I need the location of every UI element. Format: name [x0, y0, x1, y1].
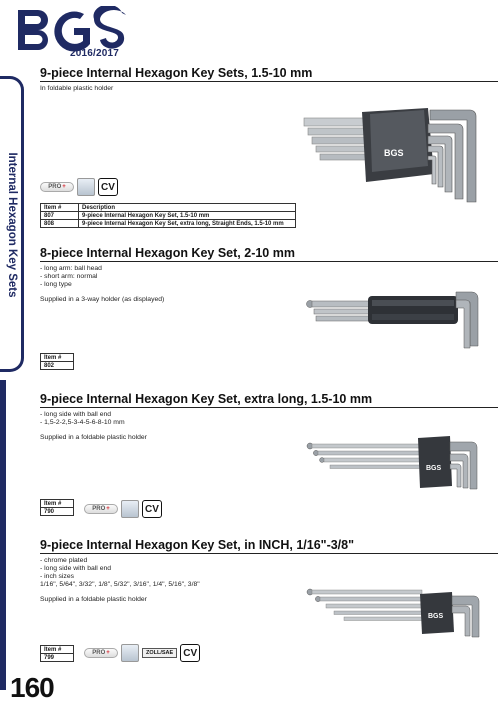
pro-plus-badge: PRO +: [84, 648, 118, 658]
product-image-790: [300, 432, 490, 494]
item-number: 807: [41, 212, 79, 220]
section-description: In foldable plastic holder: [40, 85, 114, 92]
badges-790: [84, 500, 162, 518]
side-tab-label: Internal Hexagon Key Sets: [6, 152, 18, 298]
section-title: 9-piece Internal Hexagon Key Set, extra long, 1.5-10 mm: [40, 392, 498, 408]
side-bar: [0, 380, 6, 690]
item-number: 802: [41, 362, 74, 370]
packaging-icon: [121, 644, 139, 662]
svg-text:BGS: BGS: [428, 613, 444, 620]
pro-plus-badge: PRO +: [84, 504, 118, 514]
cv-badge: CV: [98, 178, 118, 196]
badges-807: [40, 178, 118, 196]
table-header: Item #: [41, 204, 79, 212]
product-image-799: [300, 580, 492, 640]
table-header: Item #: [41, 500, 74, 508]
item-table-802: [40, 353, 74, 370]
svg-text:BGS: BGS: [426, 465, 442, 472]
product-image-807: [300, 104, 486, 210]
side-tab: [0, 76, 24, 372]
catalog-year: 2016/2017: [70, 48, 120, 59]
item-number: 790: [41, 508, 74, 516]
item-number: 808: [41, 220, 79, 228]
table-row: [41, 508, 74, 516]
item-table-790: [40, 499, 74, 516]
section-title: 9-piece Internal Hexagon Key Sets, 1.5-10 mm: [40, 66, 498, 82]
cv-badge: CV: [142, 500, 162, 518]
table-header: Item #: [41, 646, 74, 654]
item-description: 9-piece Internal Hexagon Key Set, extra long, Straight Ends, 1.5-10 mm: [79, 220, 296, 228]
table-header: Description: [79, 204, 296, 212]
section-807: [40, 66, 498, 93]
item-table-807: [40, 203, 296, 228]
section-description: - long arm: ball head - short arm: normal - long type: [40, 265, 102, 288]
table-row: [41, 654, 74, 662]
bgs-logo: [14, 6, 134, 54]
svg-text:BGS: BGS: [384, 148, 404, 158]
table-row: [41, 362, 74, 370]
section-title: 8-piece Internal Hexagon Key Set, 2-10 mm: [40, 246, 498, 262]
pro-plus-badge: PRO +: [40, 182, 74, 192]
table-header: Item #: [41, 354, 74, 362]
item-description: 9-piece Internal Hexagon Key Set, 1.5-10 mm: [79, 212, 296, 220]
section-title: 9-piece Internal Hexagon Key Set, in INCH, 1/16"-3/8": [40, 538, 498, 554]
page-number: 160: [10, 672, 54, 703]
item-number: 799: [41, 654, 74, 662]
supplied-note: Supplied in a 3-way holder (as displayed): [40, 296, 165, 303]
table-row: [41, 212, 296, 220]
section-description: - chrome plated - long side with ball end - inch sizes 1/16", 5/64", 3/32", 1/8", 5/32", 3/16", 1/4", 5/16", 3/8": [40, 557, 200, 588]
supplied-note: Supplied in a foldable plastic holder: [40, 434, 147, 441]
item-table-799: [40, 645, 74, 662]
zoll-sae-badge: ZOLL/SAE: [142, 648, 177, 658]
packaging-icon: [121, 500, 139, 518]
table-row: [41, 220, 296, 228]
packaging-icon: [77, 178, 95, 196]
product-image-802: [302, 286, 488, 356]
cv-badge: CV: [180, 644, 200, 662]
section-description: - long side with ball end - 1,5-2-2,5-3-4-5-6-8-10 mm: [40, 411, 125, 426]
supplied-note: Supplied in a foldable plastic holder: [40, 596, 147, 603]
badges-799: [84, 644, 200, 662]
